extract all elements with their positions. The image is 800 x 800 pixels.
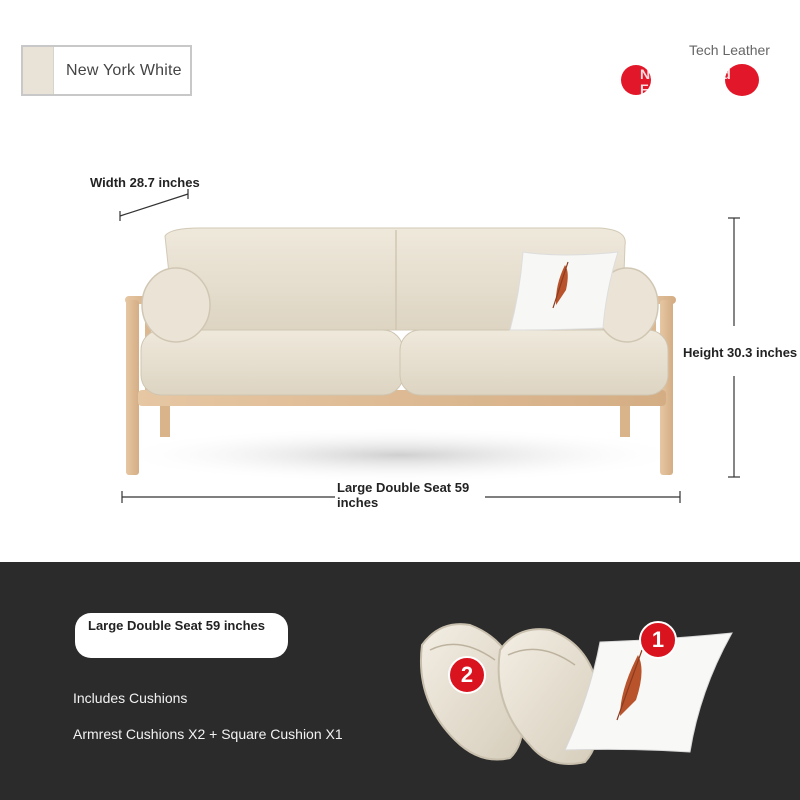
length-dimension-label: Large Double Seat 59 inches [335,480,485,510]
square-cushion-badge: 1 [639,621,677,659]
armrest-cushion-badge: 2 [448,656,486,694]
material-subtitle: Natural Wood Frame [640,66,731,97]
height-dimension-label: Height 30.3 inches [683,345,798,360]
material-title: Tech Leather [689,42,770,58]
cushions-title: Includes Cushions [73,690,188,706]
cushions-description: Armrest Cushions X2 + Square Cushion X1 [73,726,343,742]
width-dimension-label: Width 28.7 inches [90,175,200,190]
seat-size-pill: Large Double Seat 59 inches [75,613,288,658]
color-option-label: New York White [66,61,182,79]
cushions-illustration [400,600,760,790]
